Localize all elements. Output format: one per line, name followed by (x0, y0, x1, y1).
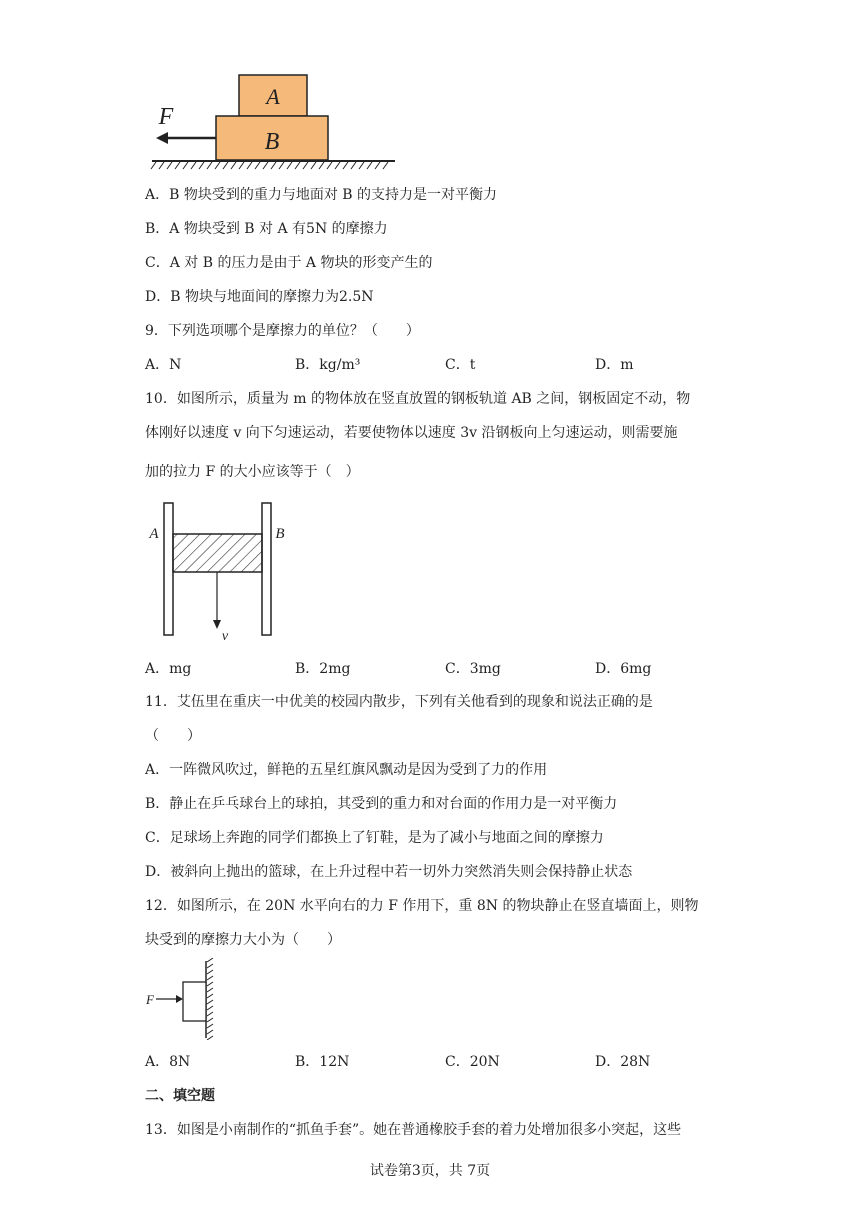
q11-option-d: D．被斜向上抛出的篮球，在上升过程中若一切外力突然消失则会保持静止状态 (145, 864, 633, 880)
q12-option-b: B．12N (295, 1054, 350, 1070)
label-v: v (221, 629, 229, 644)
q11-option-c: C．足球场上奔跑的同学们都换上了钉鞋，是为了减小与地面之间的摩擦力 (145, 830, 604, 846)
q11-line-1: 11．艾伍里在重庆一中优美的校园内散步，下列有关他看到的现象和说法正确的是 (145, 694, 653, 710)
q10-line-3: 加的拉力 F 的大小应该等于（ ） (145, 464, 360, 480)
q11-option-b: B．静止在乒乓球台上的球拍，其受到的重力和对台面的作用力是一对平衡力 (145, 796, 618, 812)
q12-option-a: A．8N (145, 1054, 191, 1070)
q13-line-1: 13．如图是小南制作的“抓鱼手套”。她在普通橡胶手套的着力处增加很多小突起，这些 (145, 1122, 682, 1138)
q8-option-b: B．A 物块受到 B 对 A 有5N 的摩擦力 (145, 221, 388, 237)
q12-line-1: 12．如图所示，在 20N 水平向右的力 F 作用下，重 8N 的物块静止在竖直墙面上，则物 (145, 898, 699, 914)
label-a: A (149, 526, 159, 542)
q10-line-2: 体刚好以速度 v 向下匀速运动，若要使物体以速度 3v 沿钢板向上匀速运动，则需要施 (145, 425, 678, 441)
q10-option-b: B．2mg (295, 661, 351, 677)
q10-option-c: C．3mg (445, 661, 501, 677)
q10-line-1: 10．如图所示，质量为 m 的物体放在竖直放置的钢板轨道 AB 之间，钢板固定不动，物 (145, 391, 691, 407)
q9-option-c: C．t (445, 357, 476, 373)
q11-line-2: （ ） (145, 728, 201, 744)
q11-option-a: A．一阵微风吹过，鲜艳的五星红旗风飘动是因为受到了力的作用 (145, 762, 548, 778)
page-footer: 试卷第3页，共 7页 (369, 1163, 491, 1179)
wall-block-figure (142, 958, 222, 1040)
q9-option-d: D．m (595, 357, 634, 373)
q9-stem: 9．下列选项哪个是摩擦力的单位？（ ） (145, 323, 420, 339)
q12-option-c: C．20N (445, 1054, 500, 1070)
label-f: F (146, 992, 154, 1007)
q10-option-d: D．6mg (595, 661, 652, 677)
q10-option-a: A．mg (145, 661, 192, 677)
label-b: B (275, 526, 285, 542)
label-b: B (264, 129, 280, 155)
q8-option-c: C．A 对 B 的压力是由于 A 物块的形变产生的 (145, 255, 433, 271)
q9-option-a: A．N (145, 357, 182, 373)
q12-line-2: 块受到的摩擦力大小为（ ） (145, 932, 341, 948)
section-title-fill-in: 二、填空题 (145, 1088, 215, 1104)
steel-rail-figure (145, 498, 300, 646)
label-a: A (266, 84, 280, 109)
q12-option-d: D．28N (595, 1054, 651, 1070)
q8-option-d: D．B 物块与地面间的摩擦力为2.5N (145, 289, 374, 305)
q9-option-b: B．kg/m³ (295, 357, 361, 373)
label-f: F (158, 104, 174, 130)
q8-option-a: A．B 物块受到的重力与地面对 B 的支持力是一对平衡力 (145, 187, 498, 203)
block-diagram-figure (150, 72, 400, 172)
